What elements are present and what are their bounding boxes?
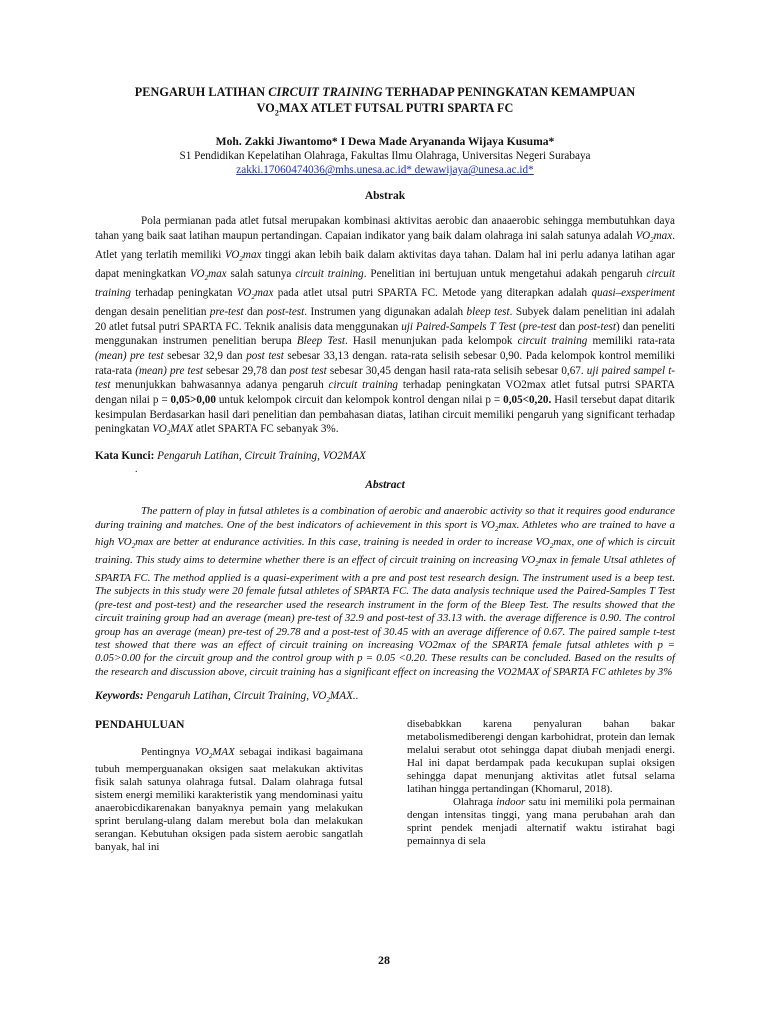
right-column (407, 718, 675, 855)
abstrak-body: Pola permianan pada atlet futsal merupakan kombinasi aktivitas aerobic dan anaaerobic sehingga membutuhkan daya tahan yang baik saat latihan maupun pertandingan. Capaian indikator yang baik dalam olahraga ini salah satunya adalah $VO_2\max$. Atlet yang terlatih memiliki $VO_2\max$ tinggi akan lebih baik dalam aktivitas daya tahan. Dalam hal ini perlu adanya latihan agar dapat meningkatkan $VO_2\max$ salah satunya circuit training. Penelitian ini bertujuan untuk mengetahui adakah pengaruh circuit training terhadap peningkatan $VO_2\max$ pada atlet utsal putri SPARTA FC. Metode yang diterapkan adalah quasi–exsperiment dengan desain penelitian pre-test dan post-test. Instrumen yang digunakan adalah bleep test. Subyek dalam penelitian ini adalah 20 atlet futsal putri SPARTA FC. Teknik analisis data menggunakan uji Paired-Sampels T Test (pre-test dan post-test) dan peneliti menggunakan instrumen penelitian berupa Bleep Test. Hasil menunjukan pada kelompok circuit training memiliki rata-rata (mean) pre test sebesar 32,9 dan post test sebesar 33,13 dengan. rata-rata selisih sebesar 0,90. Pada kelompok kontrol memiliki rata-rata (mean) pre test sebesar 29,78 dan post test sebesar 30,45 dengan hasil rata-rata selisih sebesar 0,67. uji paired sampel t-test menunjukkan bahwasannya adanya pengaruh circuit training terhadap peningkatan VO2max atlet futsal putrsi SPARTA dengan nilai p = 0,05>0,00 untuk kelompok circuit dan kelompok kontrol dengan nilai p = 0,05<0,20. Hasil tersebut dapat ditarik kesimpulan Berdasarkan hasil dari penelitian dan pembahasan diatas, latihan circuit memiliki pengaruh yang significant terhadap peningkatan $VO_2MAX$ atlet SPARTA FC sebanyak 3%. (95, 215, 676, 438)
kata-kunci: Kata Kunci: Pengaruh Latihan, Circuit Training, VO2MAX (95, 450, 366, 463)
paragraph: Pentingnya $VO_2MAX$ sebagai indikasi bagaimana tubuh memperguanakan oksigen saat melakukan aktivitas fisik salah satunya olahraga futsal. Dalam olahraga futsal sistem energi memiliki karakteristik yang mendominasi yaitu anaerobicdikarenakan banyaknya pemain yang melakukan sprint berulang-ulang dalam merebut bola dan melakukan serangan. Kebutuhan oksigen pada sistem aerobic sangatlah banyak, hal ini (95, 745, 363, 854)
abstrak-heading: Abstrak (364, 190, 406, 203)
left-column (95, 718, 363, 855)
section-heading-pendahuluan: PENDAHULUAN (95, 718, 185, 731)
authors: Moh. Zakki Jiwantomo* I Dewa Made Aryananda Wijaya Kusuma* (215, 135, 555, 149)
author-emails[interactable]: zakki.17060474036@mhs.unesa.ac.id* dewawijaya@unesa.ac.id* (236, 164, 534, 177)
paper-title: PENGARUH LATIHAN CIRCUIT TRAINING TERHADAP PENINGKATAN KEMAMPUAN $VO_2MAX$ ATLET FUTSAL PUTRI SPARTA FC (134, 85, 636, 118)
page-number: 28 (378, 953, 390, 967)
paragraph: Olahraga indoor satu ini memiliki pola permainan dengan intensitas tinggi, yang mana perubahan arah dan sprint pendek menjadi alternatif waktu istirahat bagi pemainnya di sela (407, 795, 675, 847)
stray-dot: . (135, 464, 138, 476)
paper-page (95, 84, 675, 854)
abstract-body: The pattern of play in futsal athletes is a combination of aerobic and anaerobic activity so that it requires good endurance during training and matches. One of the best indicators of achievement in this sport is $VO_2\max$. Athletes who are trained to have a high $VO_2\max$ are better at endurance activities. In this case, training is needed in order to increase $VO_2\max$, one of which is circuit training. This study aims to determine whether there is an effect of circuit training on increasing $VO_2\max$ in female Utsal athletes of SPARTA FC. The method applied is a quasi-experiment with a pre and post test research design. The instrument used is a beep test. The subjects in this study were 20 female futsal athletes of SPARTA FC. The data analysis technique used the Paired-Samples T Test (pre-test and post-test) and the researcher used the research instrument in the form of the Bleep Test. The results showed that the circuit training group had an average (mean) pre-test of 32.9 and post-test of 33.13 with. the average difference is 0.90. The control group has an average (mean) pre-test of 29.78 and a post-test of 30.45 with an average difference of 0.67. The paired sample t-test test showed that there was an effect of circuit training on increasing VO2max of the SPARTA female futsal athletes with p = 0.05>0.00 for the circuit group and the control group with p = 0.05 <0.20. These results can be concluded. Based on the results of the research and discussion above, circuit training has a significant effect on increasing the VO2MAX of SPARTA FC athletes by 3% (95, 505, 676, 678)
paragraph: disebabkkan karena penyaluran bahan bakar metabolismediberengi dengan karbohidrat, protein dan lemak melalui serabut otot sehingga dapat diubah menjadi energi. Hal ini dapat berdampak pada kecukupan suplai oksigen sehingga dapat menunjang aktivitas atlet futsal selama latihan hingga pertandingan (Khomarul, 2018). (407, 717, 675, 795)
keywords: Keywords: Pengaruh Latihan, Circuit Training, $VO_2MAX$.. (95, 690, 359, 705)
body-columns (95, 718, 675, 855)
abstract-heading: Abstract (365, 479, 405, 492)
affiliation: S1 Pendidikan Kepelatihan Olahraga, Fakultas Ilmu Olahraga, Universitas Negeri Surabaya (179, 150, 591, 163)
